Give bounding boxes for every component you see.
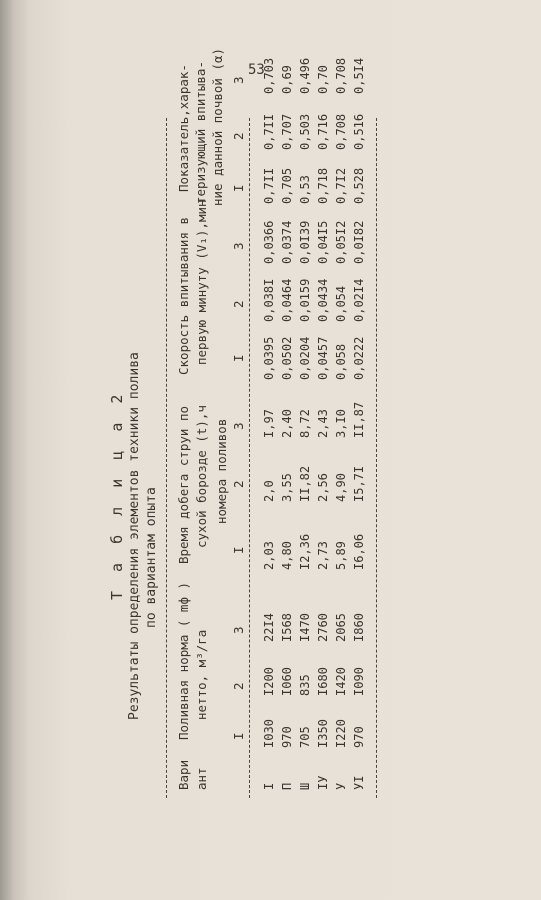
alpha-cell: 0,716 xyxy=(316,113,330,150)
speed-cell: 0,038I xyxy=(262,278,276,322)
time-cell: 2,43 xyxy=(316,409,330,438)
alpha-cell: 0,69 xyxy=(280,65,294,94)
time-sub-1: I xyxy=(231,546,246,554)
page-number: 53 xyxy=(248,62,265,78)
norm-cell: I680 xyxy=(316,667,330,696)
alpha-cell: 0,496 xyxy=(298,57,312,94)
alpha-cell: 0,708 xyxy=(334,113,348,150)
alpha-cell: 0,7II xyxy=(262,167,276,204)
table-caption-line1: Результаты определения элементов техники полива xyxy=(127,352,142,720)
time-sub-3: 3 xyxy=(231,422,246,430)
speed-cell: 0,0204 xyxy=(298,336,312,380)
speed-cell: 0,04I5 xyxy=(316,220,330,264)
speed-cell: 0,0159 xyxy=(298,278,312,322)
speed-cell: 0,0222 xyxy=(352,336,366,380)
header-speed-1: Скорость впитывания в xyxy=(176,216,191,375)
time-cell: 3,I0 xyxy=(334,409,348,438)
top-rule xyxy=(166,118,167,798)
time-cell: I,97 xyxy=(262,409,276,438)
alpha-cell: 0,7II xyxy=(262,113,276,150)
norm-cell: 22I4 xyxy=(262,613,276,642)
time-cell: 2,0 xyxy=(262,480,276,502)
speed-cell: 0,0I82 xyxy=(352,220,366,264)
time-cell: 5,89 xyxy=(334,541,348,570)
speed-cell: 0,0464 xyxy=(280,278,294,322)
alpha-cell: 0,705 xyxy=(280,167,294,204)
variant-cell: I xyxy=(262,782,276,790)
speed-cell: 0,058 xyxy=(334,343,348,380)
variant-cell: УI xyxy=(352,775,366,790)
time-cell: II,87 xyxy=(352,401,366,438)
time-cell: 2,03 xyxy=(262,541,276,570)
alpha-cell: 0,7I2 xyxy=(334,167,348,204)
time-cell: 4,90 xyxy=(334,473,348,502)
speed-cell: 0,054 xyxy=(334,285,348,322)
alpha-cell: 0,718 xyxy=(316,167,330,204)
bottom-rule xyxy=(376,118,377,798)
norm-cell: I090 xyxy=(352,667,366,696)
alpha-cell: 0,708 xyxy=(334,57,348,94)
alpha-cell: 0,53 xyxy=(298,175,312,204)
alpha-cell: 0,70 xyxy=(316,65,330,94)
time-cell: 2,40 xyxy=(280,409,294,438)
norm-cell: I030 xyxy=(262,719,276,748)
speed-cell: 0,0395 xyxy=(262,336,276,380)
norm-cell: I220 xyxy=(334,719,348,748)
header-time-1: Время добега струи по xyxy=(176,405,191,564)
variant-cell: Ш xyxy=(298,782,312,790)
alpha-cell: 0,503 xyxy=(298,113,312,150)
norm-cell: I200 xyxy=(262,667,276,696)
norm-cell: I860 xyxy=(352,613,366,642)
speed-cell: 0,05I2 xyxy=(334,220,348,264)
time-cell: I5,7I xyxy=(352,465,366,502)
irrigation-numbers-label: номера поливов xyxy=(214,418,229,524)
header-speed-2: первую минуту (V₁),мин xyxy=(194,199,209,365)
alpha-sub-1: I xyxy=(231,184,246,192)
norm-cell: I420 xyxy=(334,667,348,696)
variant-cell: IУ xyxy=(316,775,330,790)
norm-cell: 835 xyxy=(298,674,312,696)
norm-cell: I060 xyxy=(280,667,294,696)
speed-sub-2: 2 xyxy=(231,300,246,308)
speed-sub-3: 3 xyxy=(231,242,246,250)
alpha-sub-3: 3 xyxy=(231,76,246,84)
norm-sub-1: I xyxy=(231,732,246,740)
time-cell: 3,55 xyxy=(280,473,294,502)
speed-cell: 0,0374 xyxy=(280,220,294,264)
header-variant-1: Вари xyxy=(176,759,191,790)
norm-cell: I568 xyxy=(280,613,294,642)
time-cell: I6,06 xyxy=(352,533,366,570)
norm-cell: 2065 xyxy=(334,613,348,642)
header-norm-1: Поливная норма ( mф ) xyxy=(176,581,191,740)
alpha-sub-2: 2 xyxy=(231,132,246,140)
variant-cell: У xyxy=(334,782,348,790)
speed-cell: 0,0366 xyxy=(262,220,276,264)
norm-cell: 705 xyxy=(298,726,312,748)
header-time-2: сухой борозде (t),ч xyxy=(194,405,209,548)
time-cell: 2,56 xyxy=(316,473,330,502)
variant-cell: П xyxy=(280,782,294,790)
time-cell: II,82 xyxy=(298,465,312,502)
alpha-cell: 0,703 xyxy=(262,57,276,94)
header-norm-2: нетто, м³/га xyxy=(194,629,209,720)
speed-cell: 0,0434 xyxy=(316,278,330,322)
time-cell: I2,36 xyxy=(298,533,312,570)
norm-cell: 970 xyxy=(352,726,366,748)
norm-sub-3: 3 xyxy=(231,626,246,634)
speed-cell: 0,0502 xyxy=(280,336,294,380)
header-variant-2: ант xyxy=(194,767,209,790)
header-alpha-2: теризующий впитыва- xyxy=(193,61,208,204)
time-cell: 4,80 xyxy=(280,541,294,570)
speed-cell: 0,0I39 xyxy=(298,220,312,264)
alpha-cell: 0,5I4 xyxy=(352,57,366,94)
speed-cell: 0,02I4 xyxy=(352,278,366,322)
norm-cell: 970 xyxy=(280,726,294,748)
speed-cell: 0,0457 xyxy=(316,336,330,380)
table-caption-line2: по вариантам опыта xyxy=(144,487,159,628)
alpha-cell: 0,707 xyxy=(280,113,294,150)
alpha-cell: 0,528 xyxy=(352,167,366,204)
time-cell: 2,73 xyxy=(316,541,330,570)
header-rule xyxy=(249,118,250,798)
table-title: Т а б л и ц а 2 xyxy=(108,389,126,600)
norm-cell: I350 xyxy=(316,719,330,748)
alpha-cell: 0,516 xyxy=(352,113,366,150)
header-alpha-3: ние данной почвой (α) xyxy=(210,47,225,206)
header-alpha-1: Показатель,харак- xyxy=(176,64,191,192)
time-cell: 8,72 xyxy=(298,409,312,438)
norm-cell: I470 xyxy=(298,613,312,642)
speed-sub-1: I xyxy=(231,354,246,362)
norm-cell: 2760 xyxy=(316,613,330,642)
time-sub-2: 2 xyxy=(231,480,246,488)
norm-sub-2: 2 xyxy=(231,682,246,690)
